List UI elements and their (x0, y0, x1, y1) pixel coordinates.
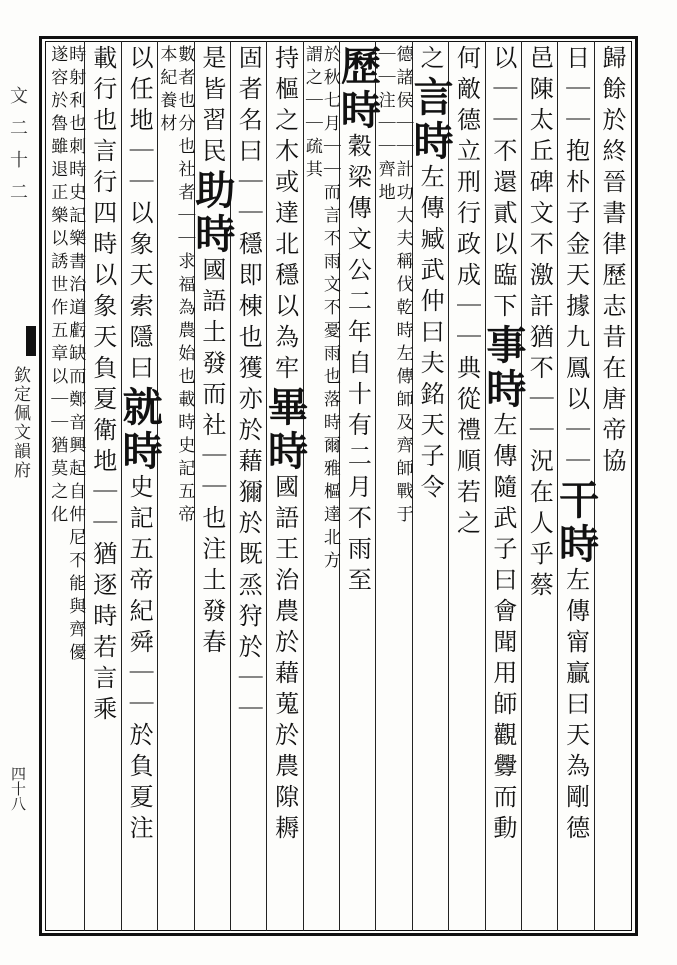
entry-text: 時射 (65, 45, 86, 91)
text-column (84, 45, 120, 925)
text-column (188, 45, 236, 925)
column-text (116, 45, 164, 925)
entry-text: 國語王治農於藉蒐於農隙耨 (270, 474, 299, 846)
entry-headword: 畢時 (261, 386, 309, 474)
entry-headword: 干時 (552, 479, 600, 567)
entry-text: 謂之｜｜疏其 (301, 45, 322, 183)
text-column (375, 45, 411, 925)
entry-headword: 就時 (116, 386, 164, 474)
column-text (66, 45, 84, 925)
column-text (321, 45, 339, 925)
page-gutter (0, 36, 38, 936)
entry-text: 以｜｜不還貳以臨下 (488, 45, 517, 324)
entry-text: 史記五帝紀舜｜｜於負夏注 (125, 474, 154, 846)
entry-text: 遂容於魯雖退正樂以誘世作五章以｜｜猶莫之化 (47, 45, 68, 528)
entry-text: 德立刑行政成｜｜典從禮順若之 (452, 107, 481, 541)
entry-text: 於秋七月｜｜而言不雨文不憂雨也 (319, 45, 340, 390)
entry-text: 利也 (65, 91, 86, 137)
text-column (48, 45, 84, 925)
gutter-fishtail-mark (26, 326, 36, 356)
column-text (552, 45, 600, 925)
text-column (521, 45, 557, 925)
entry-headword: 刺時 (65, 137, 86, 183)
text-column (479, 45, 527, 925)
entry-text: 歸餘於終晉書律歷志昔在唐帝協 (598, 45, 626, 479)
entry-headword: 助時 (188, 169, 236, 257)
entry-text: 猶不｜｜況在人乎蔡 (525, 324, 554, 603)
entry-text: 數者也 (174, 45, 195, 114)
column-text (157, 45, 175, 925)
entry-headword: 載時 (174, 390, 195, 436)
entry-text: 負夏衛地｜｜猶逐時若言乘 (88, 355, 117, 727)
text-column (334, 45, 382, 925)
entry-headword: 落時 (319, 390, 340, 436)
entry-headword: 事時 (479, 324, 527, 412)
column-text (394, 45, 412, 925)
entry-text: ｜｜注｜｜齊地 (374, 45, 395, 206)
entry-text: 左傳師及齊師戰于 (392, 344, 413, 528)
column-text (175, 45, 193, 925)
column-text (521, 45, 557, 925)
entry-text: 左傳隨武子曰會聞用師觀釁而動 (488, 412, 517, 846)
entry-text: 分也社者｜｜求福為農始也 (174, 114, 195, 390)
entry-text: 左傳甯贏曰天為剛德 (561, 567, 590, 846)
entry-text: 之 (416, 45, 445, 76)
entry-text: 本紀養材 (156, 45, 177, 137)
text-column (552, 45, 600, 925)
entry-headword: 歷時 (334, 45, 382, 133)
entry-text: 史記五帝 (174, 436, 195, 528)
column-text (334, 45, 382, 925)
entry-text: 以任地｜｜以象天索隱曰 (125, 45, 154, 386)
entry-text: 持樞之木或達北穩以為牢 (270, 45, 299, 386)
column-text (407, 45, 455, 925)
column-text (188, 45, 236, 925)
book-title: 欽定佩文韻府 (10, 366, 30, 480)
column-text (479, 45, 527, 925)
text-column (261, 45, 309, 925)
entry-text: 國語土發而社｜｜也注土發春 (197, 257, 226, 660)
text-column (448, 45, 484, 925)
entry-text: 載行也言行四時以象天 (88, 45, 117, 355)
entry-text: 左傳臧武仲曰夫銘天子令 (416, 164, 445, 505)
entry-text: 穀梁傳文公二年自十有二月不雨至 (343, 133, 372, 598)
entry-text: 邑陳太丘碑文不激訐 (525, 45, 554, 324)
text-column (303, 45, 339, 925)
text-column (407, 45, 455, 925)
entry-text: 日｜｜抱朴子金天據九鳳以｜｜ (561, 45, 590, 479)
column-text (303, 45, 321, 925)
column-text (84, 45, 120, 925)
text-column (116, 45, 164, 925)
column-text (376, 45, 394, 925)
page-number: 四十八 (9, 766, 27, 811)
entry-text: 爾雅樞達北方 (319, 436, 340, 574)
column-text (261, 45, 309, 925)
column-text (448, 45, 484, 925)
text-column (157, 45, 193, 925)
entry-text: 固者名曰｜｜穩即棟也 (234, 45, 263, 355)
gutter-marks: 文二十二 (7, 86, 28, 214)
entry-text: 是皆習民 (197, 45, 226, 169)
entry-text: 德諸侯｜｜計功大夫稱伐 (392, 45, 413, 298)
entry-text: 史記樂書治道虧缺而鄭音興起自仲尼不能與齊優 (65, 183, 86, 666)
entry-headword: 言時 (407, 76, 455, 164)
entry-headword: 乾時 (392, 298, 413, 344)
entry-text: 獲亦於藉獮於既烝狩於｜｜ (234, 355, 263, 727)
column-text (48, 45, 66, 925)
entry-text: 何敵 (452, 45, 481, 107)
